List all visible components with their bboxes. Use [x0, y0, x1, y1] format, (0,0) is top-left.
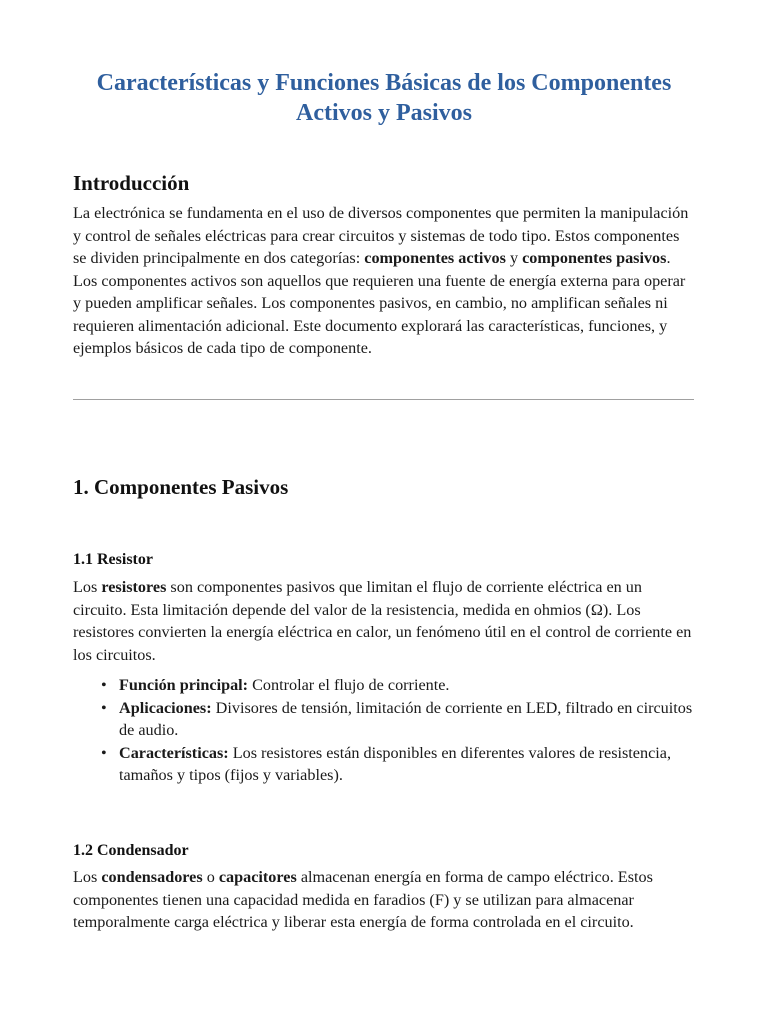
- bullet-text: Divisores de tensión, limitación de corriente en LED, filtrado en circuitos de audio.: [119, 698, 693, 739]
- resistor-bullet-list: [73, 674, 695, 787]
- condensador-bold-1: condensadores: [101, 868, 203, 886]
- bullet-text: Controlar el flujo de corriente.: [248, 676, 450, 694]
- resistor-heading: 1.1 Resistor: [73, 551, 153, 568]
- bullet-icon: •: [101, 743, 107, 762]
- bullet-icon: •: [101, 676, 107, 694]
- condensador-text-2: o: [202, 868, 219, 886]
- document-title: Características y Funciones Básicas de los Componentes Activos y Pasivos: [96, 70, 672, 126]
- intro-paragraph: [73, 202, 695, 360]
- resistor-bold: resistores: [101, 578, 167, 596]
- list-item: [73, 674, 695, 697]
- condensador-heading: 1.2 Condensador: [73, 842, 189, 859]
- condensador-text-3: almacenan energía en forma de campo eléctrico. Estos componentes tienen una capacidad medida en faradios (F) y se utilizan para almacenar temporalmente carga eléctrica y liberar esta energía de forma controlada en el circuito.: [73, 868, 653, 931]
- bullet-label: Características:: [119, 743, 229, 762]
- list-item: [73, 697, 695, 742]
- resistor-text-1: Los: [73, 578, 102, 596]
- resistor-paragraph: [73, 576, 695, 666]
- bullet-label: Función principal:: [119, 676, 249, 694]
- intro-text-2: y: [505, 249, 523, 267]
- condensador-paragraph: [73, 866, 695, 934]
- resistor-text-2: son componentes pasivos que limitan el flujo de corriente eléctrica en un circuito. Esta limitación depende del valor de la resistencia, medida en ohmios (Ω). Los resistores convierten la energía eléctrica en calor, un fenómeno útil en el control de corriente en los circuitos.: [73, 578, 692, 664]
- list-item: [73, 742, 695, 787]
- intro-text-1: La electrónica se fundamenta en el uso de diversos componentes que permiten la manipulación y control de señales eléctricas para crear circuitos y sistemas de todo tipo. Estos componentes se dividen principalmente en dos categorías:: [73, 204, 689, 267]
- horizontal-divider: [73, 399, 694, 400]
- condensador-text-1: Los: [73, 868, 102, 886]
- bullet-text: Los resistores están disponibles en diferentes valores de resistencia, tamaños y tipos (fijos y variables).: [119, 743, 671, 784]
- intro-heading: Introducción: [73, 171, 190, 195]
- intro-bold-activos: componentes activos: [364, 249, 506, 267]
- condensador-bold-2: capacitores: [218, 868, 297, 886]
- intro-bold-pasivos: componentes pasivos: [522, 249, 667, 267]
- bullet-icon: •: [101, 698, 107, 717]
- intro-text-3: . Los componentes activos son aquellos que requieren una fuente de energía externa para operar y pueden amplificar señales. Los componentes pasivos, en cambio, no amplifican señales ni requieren alimentación adicional. Este documento explorará las características, funciones, y ejemplos básicos de cada tipo de componente.: [73, 249, 686, 357]
- bullet-label: Aplicaciones:: [119, 698, 212, 717]
- section1-heading: 1. Componentes Pasivos: [73, 475, 289, 499]
